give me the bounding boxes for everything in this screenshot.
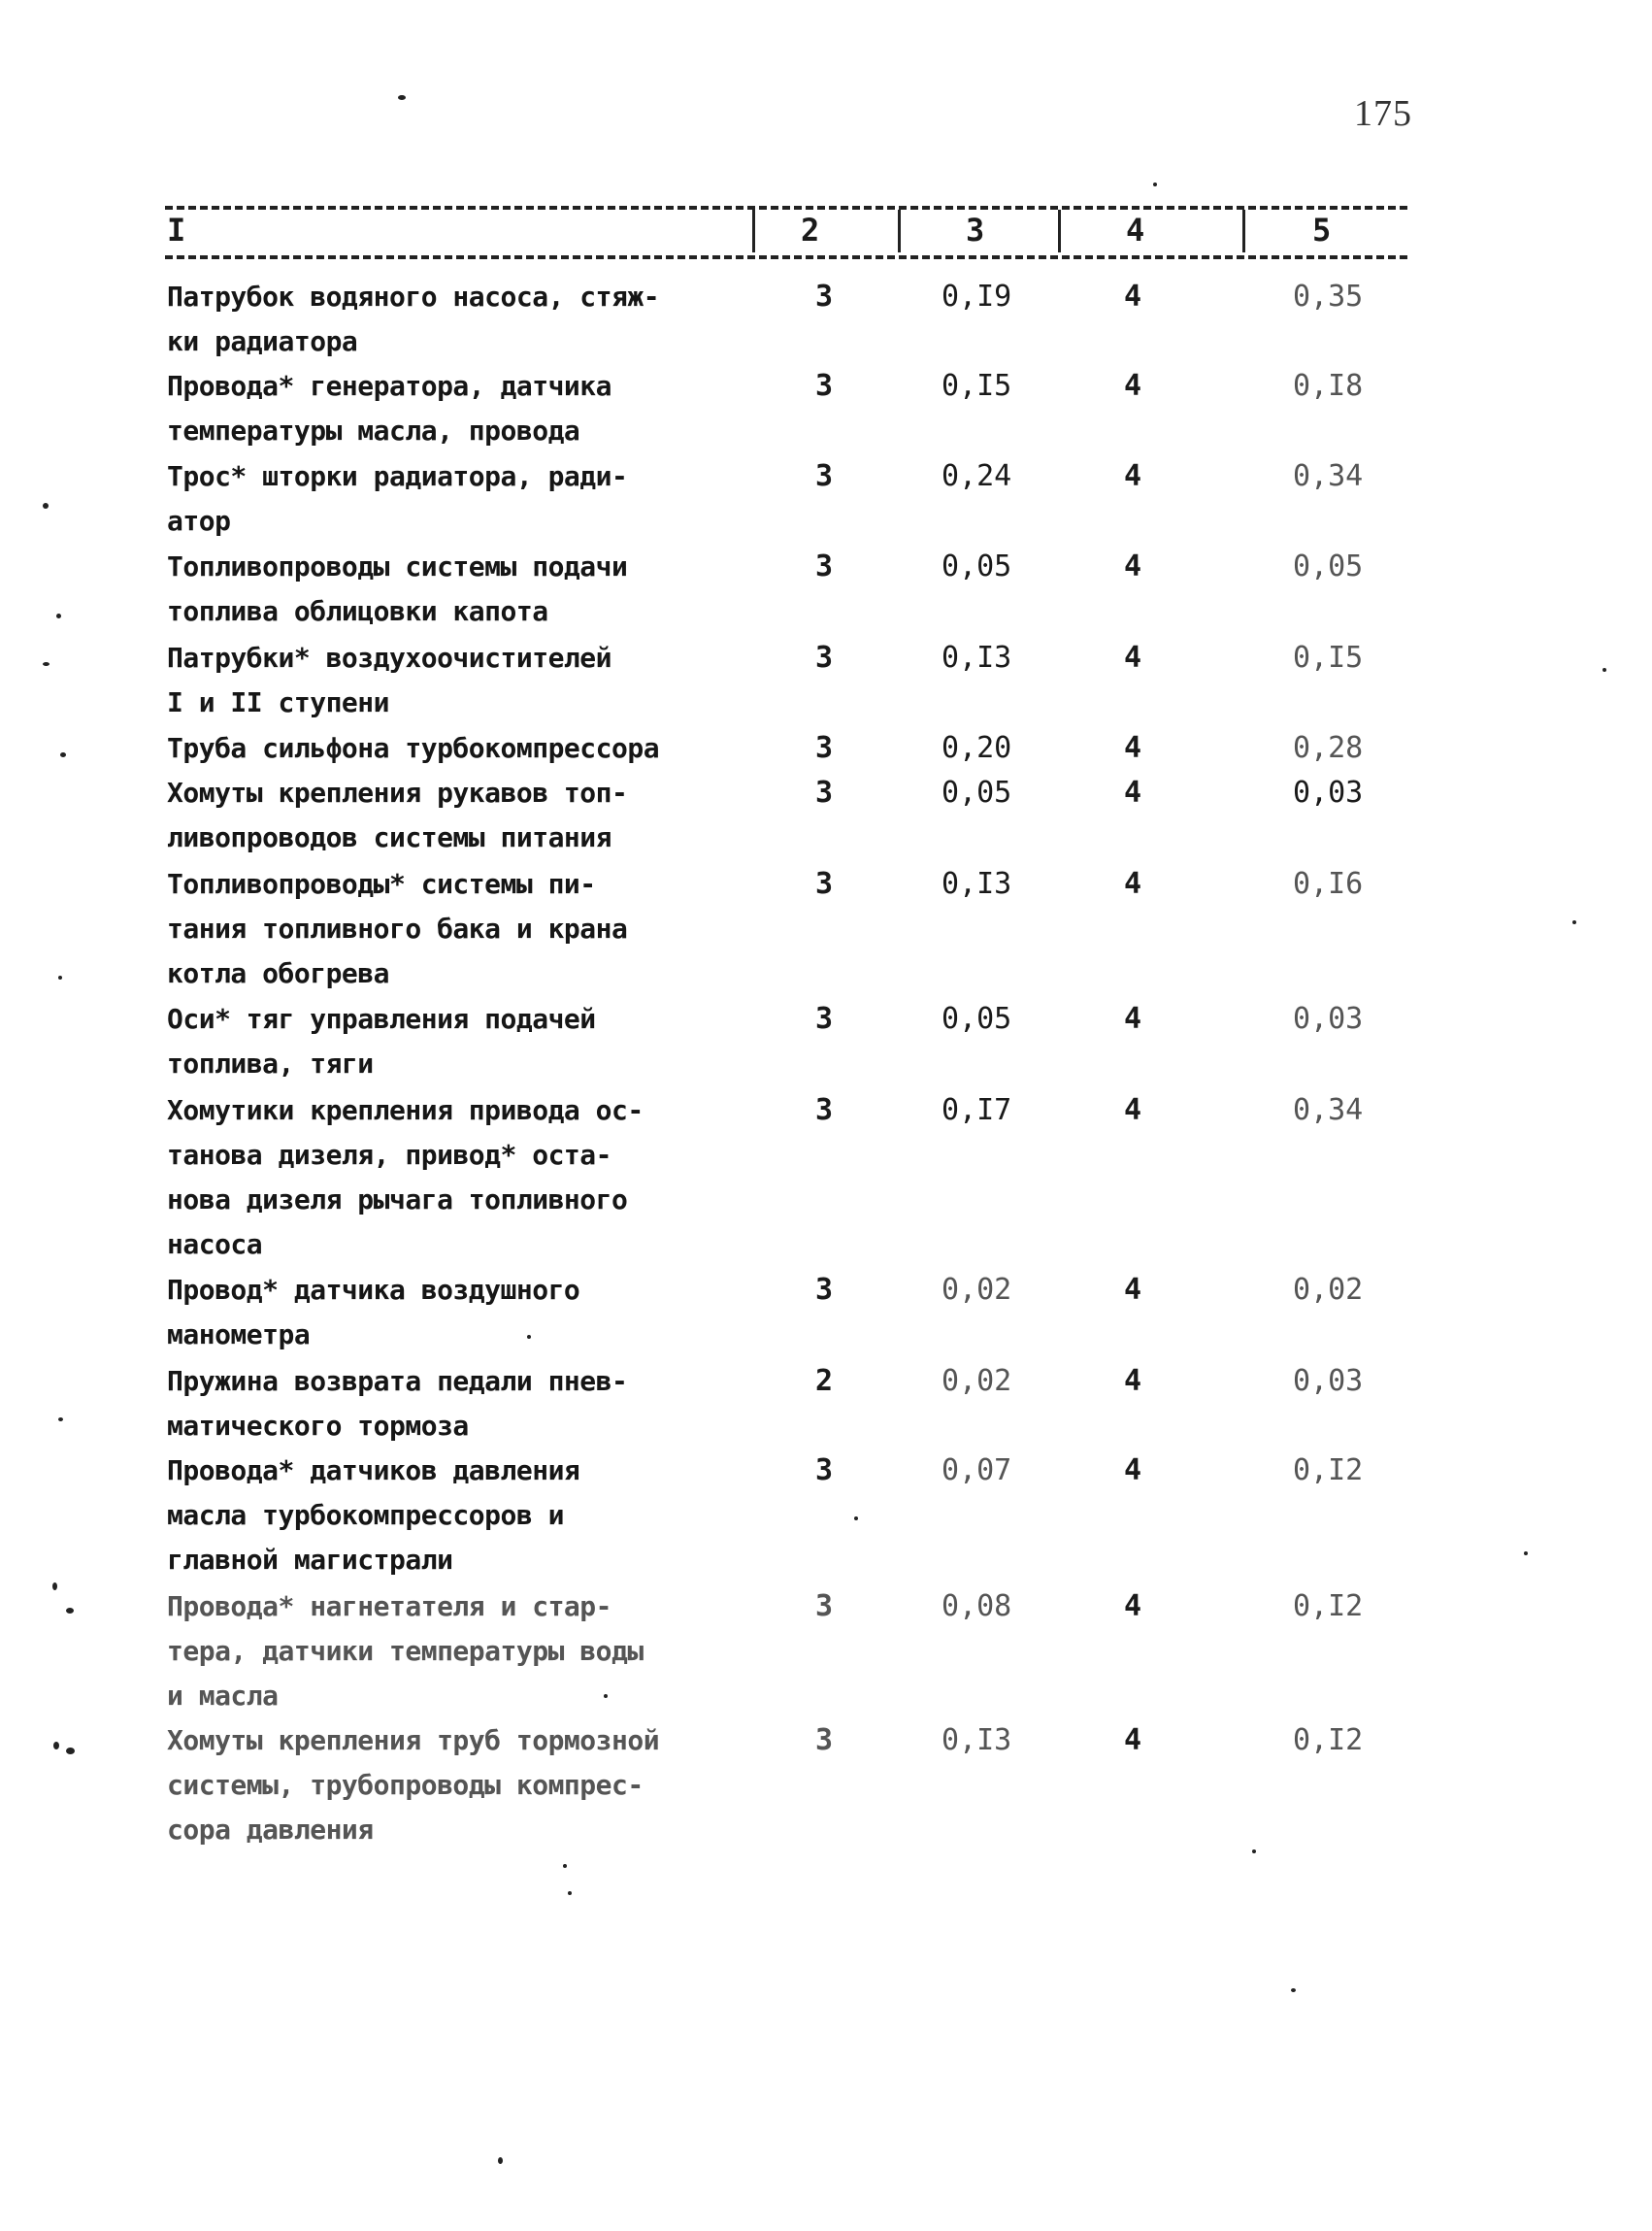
row-col-3: 0,05 <box>942 1002 1012 1036</box>
row-col-2: 3 <box>815 1002 834 1036</box>
row-col-5: 0,34 <box>1293 459 1364 493</box>
row-description: Провода* генератора, датчика температуры масла, провода <box>167 370 612 447</box>
row-col-4: 4 <box>1124 731 1142 765</box>
scan-speck <box>53 1742 59 1749</box>
row-col-2: 3 <box>815 369 834 403</box>
row-col-2: 3 <box>815 1273 834 1307</box>
row-col-5: 0,I2 <box>1293 1453 1364 1487</box>
row-col-2: 3 <box>815 867 834 901</box>
scan-speck <box>568 1891 572 1895</box>
row-col-5: 0,I2 <box>1293 1589 1364 1623</box>
row-col-5: 0,35 <box>1293 280 1364 314</box>
row-col-2: 3 <box>815 731 834 765</box>
row-col-2: 3 <box>815 641 834 675</box>
row-description: Хомутики крепления привода ос- танова дизеля, привод* оста- нова дизеля рычага топливного насоса <box>167 1094 644 1260</box>
row-col-5: 0,05 <box>1293 549 1364 583</box>
row-col-4: 4 <box>1124 1093 1142 1127</box>
row-col-3: 0,I9 <box>942 280 1012 314</box>
row-col-3: 0,08 <box>942 1589 1012 1623</box>
row-col-5: 0,03 <box>1293 776 1364 810</box>
row-col-5: 0,34 <box>1293 1093 1364 1127</box>
row-col-4: 4 <box>1124 1273 1142 1307</box>
row-description: Патрубки* воздухоочистителей I и II ступени <box>167 642 612 718</box>
row-col-3: 0,02 <box>942 1273 1012 1307</box>
scan-speck <box>66 1748 75 1754</box>
scan-speck <box>58 1417 63 1421</box>
row-col-5: 0,03 <box>1293 1364 1364 1398</box>
row-col-2: 3 <box>815 776 834 810</box>
row-col-3: 0,I3 <box>942 641 1012 675</box>
row-description: Хомуты крепления труб тормозной системы, трубопроводы компрес- сора давления <box>167 1724 660 1846</box>
row-description: Трос* шторки радиатора, ради- атор <box>167 460 628 537</box>
row-description: Провода* датчиков давления масла турбокомпрессоров и главной магистрали <box>167 1454 580 1576</box>
scan-speck <box>527 1335 531 1339</box>
row-col-5: 0,I2 <box>1293 1723 1364 1757</box>
row-col-5: 0,03 <box>1293 1002 1364 1036</box>
scan-speck <box>58 976 62 980</box>
header-col-4: 4 <box>1126 212 1145 249</box>
row-description: Труба сильфона турбокомпрессора <box>167 732 660 764</box>
row-col-3: 0,I3 <box>942 1723 1012 1757</box>
row-col-5: 0,I5 <box>1293 641 1364 675</box>
row-col-4: 4 <box>1124 1002 1142 1036</box>
header-col-2: 2 <box>801 212 820 249</box>
row-col-5: 0,I8 <box>1293 369 1364 403</box>
header-col-3: 3 <box>966 212 985 249</box>
scan-speck <box>1252 1849 1256 1853</box>
scan-speck <box>43 503 49 509</box>
row-col-2: 3 <box>815 1093 834 1127</box>
header-col-1: I <box>167 212 186 249</box>
row-col-2: 3 <box>815 1453 834 1487</box>
scan-speck <box>56 614 61 618</box>
row-col-4: 4 <box>1124 1723 1142 1757</box>
row-col-2: 3 <box>815 549 834 583</box>
row-col-4: 4 <box>1124 1453 1142 1487</box>
row-col-3: 0,I5 <box>942 369 1012 403</box>
row-col-2: 3 <box>815 1589 834 1623</box>
scan-speck <box>1153 183 1157 186</box>
row-col-4: 4 <box>1124 459 1142 493</box>
scan-speck <box>1572 920 1576 924</box>
row-col-4: 4 <box>1124 776 1142 810</box>
row-col-4: 4 <box>1124 549 1142 583</box>
row-description: Топливопроводы системы подачи топлива облицовки капота <box>167 550 628 627</box>
row-col-5: 0,28 <box>1293 731 1364 765</box>
scan-speck <box>52 1582 57 1590</box>
scan-speck <box>1602 668 1606 672</box>
row-col-2: 3 <box>815 280 834 314</box>
row-col-3: 0,20 <box>942 731 1012 765</box>
scan-speck <box>43 662 50 666</box>
scan-speck <box>604 1694 608 1698</box>
row-description: Провод* датчика воздушного манометра <box>167 1274 580 1350</box>
scan-speck <box>1524 1551 1528 1555</box>
row-col-2: 2 <box>815 1364 834 1398</box>
row-col-3: 0,02 <box>942 1364 1012 1398</box>
row-col-5: 0,I6 <box>1293 867 1364 901</box>
row-col-3: 0,05 <box>942 776 1012 810</box>
scan-speck <box>66 1608 74 1614</box>
row-description: Провода* нагнетателя и стар- тера, датчики температуры воды и масла <box>167 1590 644 1712</box>
row-description: Патрубок водяного насоса, стяж- ки радиатора <box>167 281 660 357</box>
row-col-4: 4 <box>1124 1589 1142 1623</box>
row-description: Топливопроводы* системы пи- тания топливного бака и крана котла обогрева <box>167 868 628 989</box>
scan-speck <box>498 2157 503 2164</box>
scan-speck <box>563 1864 567 1868</box>
row-col-3: 0,I7 <box>942 1093 1012 1127</box>
row-col-3: 0,24 <box>942 459 1012 493</box>
scan-speck <box>854 1516 858 1520</box>
row-description: Пружина возврата педали пнев- матического тормоза <box>167 1365 628 1442</box>
scan-speck <box>398 95 406 100</box>
row-col-3: 0,I3 <box>942 867 1012 901</box>
row-description: Хомуты крепления рукавов топ- ливопроводов системы питания <box>167 777 628 853</box>
row-col-2: 3 <box>815 459 834 493</box>
row-col-4: 4 <box>1124 280 1142 314</box>
row-col-4: 4 <box>1124 867 1142 901</box>
row-col-4: 4 <box>1124 369 1142 403</box>
row-col-3: 0,05 <box>942 549 1012 583</box>
row-col-3: 0,07 <box>942 1453 1012 1487</box>
scan-speck <box>1291 1988 1296 1992</box>
page-number: 175 <box>1354 93 1412 134</box>
row-col-2: 3 <box>815 1723 834 1757</box>
row-description: Оси* тяг управления подачей топлива, тяги <box>167 1003 596 1080</box>
scan-speck <box>60 752 66 757</box>
row-col-4: 4 <box>1124 1364 1142 1398</box>
header-col-5: 5 <box>1312 212 1332 249</box>
row-col-4: 4 <box>1124 641 1142 675</box>
row-col-5: 0,02 <box>1293 1273 1364 1307</box>
